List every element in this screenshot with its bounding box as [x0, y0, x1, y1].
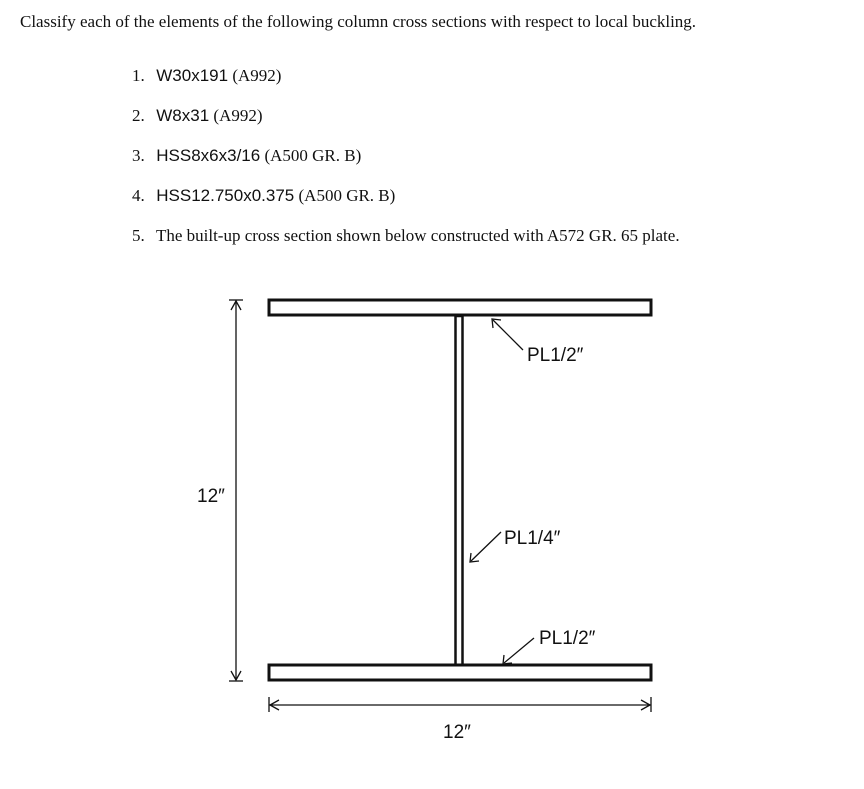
web-label: PL1/4″: [504, 528, 561, 549]
item-number: 5.: [132, 226, 145, 245]
top-flange-plate: [269, 300, 651, 315]
web-plate: [456, 316, 463, 665]
item-number: 3.: [132, 146, 145, 165]
item-number: 1.: [132, 66, 145, 85]
material-spec: (A992): [213, 106, 263, 125]
width-dimension: [269, 697, 651, 712]
section-name: W8x31: [156, 106, 210, 125]
item-text: The built-up cross section shown below constructed with A572 GR. 65 plate.: [155, 226, 680, 245]
item-number: 4.: [132, 186, 145, 205]
height-dimension-label: 12″: [197, 486, 225, 507]
bottom-flange-label: PL1/2″: [539, 628, 596, 649]
problem-statement: Classify each of the elements of the following column cross sections with respect to local buckling.: [20, 12, 697, 31]
section-name: HSS8x6x3/16: [156, 146, 261, 165]
material-spec: (A992): [232, 66, 282, 85]
section-name: HSS12.750x0.375: [156, 186, 295, 205]
leader-arrow-icon: [470, 319, 534, 664]
item-number: 2.: [132, 106, 145, 125]
section-name: W30x191: [156, 66, 229, 85]
top-flange-label: PL1/2″: [527, 345, 584, 366]
height-dimension: [229, 300, 243, 681]
material-spec: (A500 GR. B): [298, 186, 396, 205]
bottom-flange-plate: [269, 665, 651, 680]
width-dimension-label: 12″: [443, 722, 471, 743]
material-spec: (A500 GR. B): [264, 146, 362, 165]
